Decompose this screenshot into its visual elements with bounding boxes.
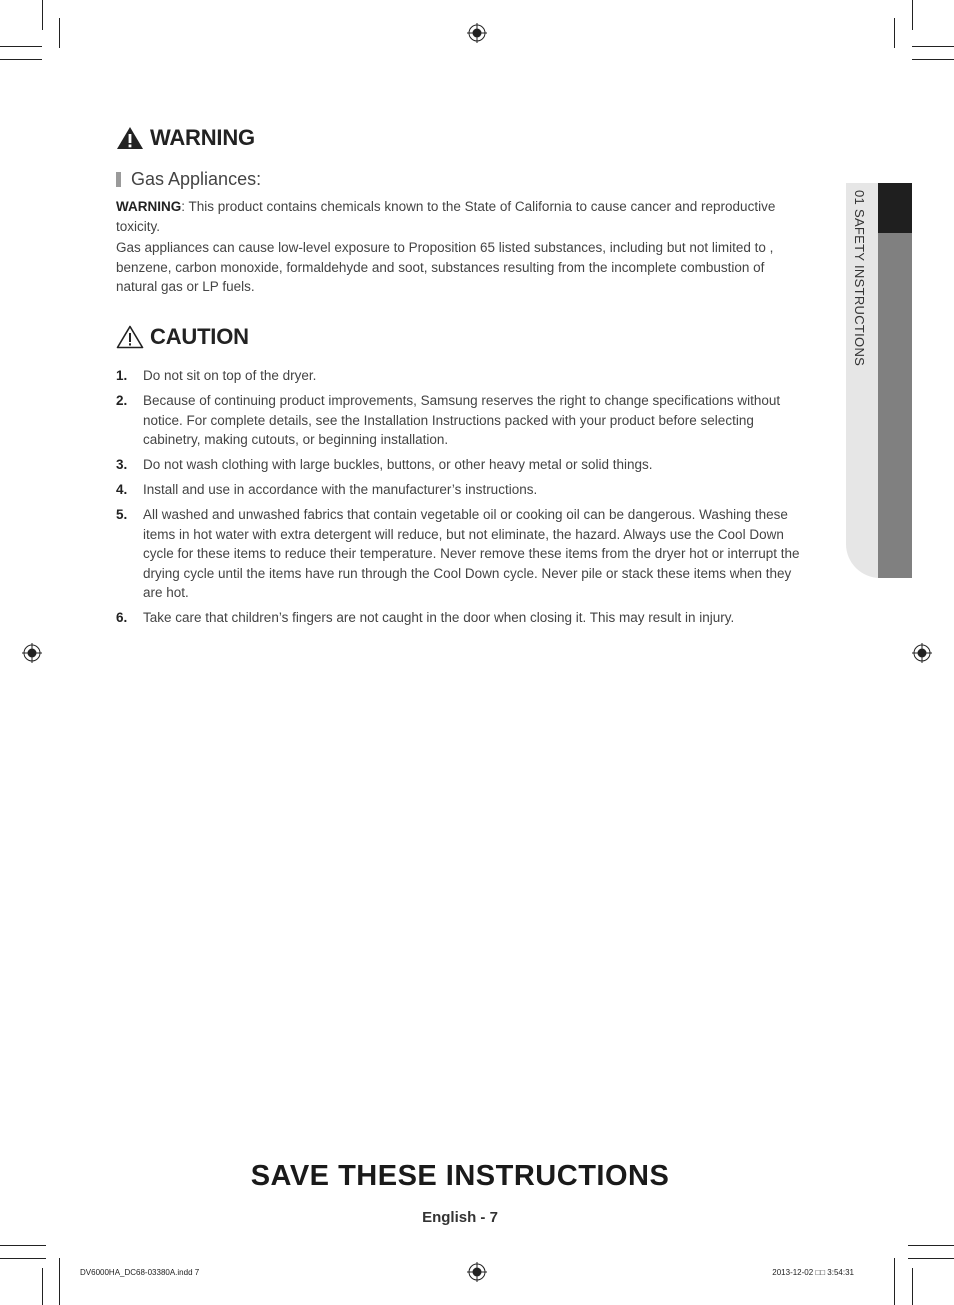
list-item-text: Do not sit on top of the dryer. [143, 368, 317, 383]
caution-title: CAUTION [150, 324, 249, 349]
prop65-warning-paragraph [116, 197, 806, 236]
registration-mark-icon [22, 643, 42, 663]
crop-mark [59, 1258, 60, 1305]
caution-outline-triangle-icon [116, 325, 144, 349]
warning-title: WARNING [150, 125, 255, 150]
warning-text: : This product contains chemicals known to the State of California to cause cancer and reproductive toxicity. [116, 199, 776, 234]
slug-filename: DV6000HA_DC68-03380A.indd 7 [80, 1268, 200, 1277]
crop-mark [912, 1268, 913, 1305]
list-item [116, 391, 806, 450]
crop-mark [0, 59, 42, 60]
list-item-number: 1. [116, 368, 128, 383]
crop-mark [912, 59, 954, 60]
list-item-number: 6. [116, 610, 128, 625]
list-item-number: 3. [116, 457, 128, 472]
caution-heading [116, 324, 249, 350]
list-item [116, 366, 806, 386]
crop-mark [42, 0, 43, 30]
crop-mark [908, 1258, 954, 1259]
crop-mark [0, 1245, 46, 1246]
crop-mark [0, 46, 42, 47]
list-item-text: Install and use in accordance with the manufacturer’s instructions. [143, 482, 538, 497]
registration-mark-icon [467, 23, 487, 43]
list-item [116, 505, 806, 603]
warning-filled-triangle-icon [116, 126, 144, 150]
save-instructions-title: SAVE THESE INSTRUCTIONS [250, 1160, 670, 1192]
slug-timestamp: 2013-12-02 □□ 3:54:31 [772, 1268, 854, 1277]
crop-mark [894, 1258, 895, 1305]
gas-exposure-paragraph: Gas appliances can cause low-level exposure to Proposition 65 listed substances, including but not limited to , benzene, carbon monoxide, formaldehyde and soot, substances resulting from the incomplete combustion of natural gas or LP fuels. [116, 240, 774, 294]
caution-list [116, 366, 806, 633]
crop-mark [59, 18, 60, 48]
crop-mark [894, 18, 895, 48]
list-item-text: Take care that children’s fingers are not caught in the door when closing it. This may result in injury. [143, 610, 735, 625]
list-item-text: Do not wash clothing with large buckles, buttons, or other heavy metal or solid things. [143, 457, 653, 472]
side-tab-marker [878, 183, 912, 233]
subheading-bar [116, 172, 121, 187]
registration-mark-icon [467, 1262, 487, 1282]
crop-mark [912, 46, 954, 47]
list-item [116, 608, 806, 628]
crop-mark [912, 0, 913, 30]
list-item-number: 2. [116, 393, 128, 408]
side-tab-stripe [878, 183, 912, 578]
side-tab-label: 01 SAFETY INSTRUCTIONS [852, 190, 867, 367]
warning-label: WARNING [116, 199, 182, 214]
gas-appliances-subheading [116, 169, 261, 190]
crop-mark [0, 1258, 46, 1259]
list-item-number: 5. [116, 507, 128, 522]
registration-mark-icon [912, 643, 932, 663]
list-item-text: All washed and unwashed fabrics that contain vegetable oil or cooking oil can be dangerous. Washing these items in hot water with extra detergent will reduce, but not eliminate, the hazard. Always use the Cool Down cycle for these items to reduce their temperature. Never remove these items from the dryer hot or interrupt the drying cycle until the items have run through the Cool Down cycle. Never pile or stack these items when they are hot. [143, 507, 800, 600]
list-item-number: 4. [116, 482, 128, 497]
list-item-text: Because of continuing product improvements, Samsung reserves the right to change specifications without notice. For complete details, see the Installation Instructions packed with your product before selecting cabinetry, making cutouts, or beginning installation. [143, 393, 781, 447]
crop-mark [908, 1245, 954, 1246]
crop-mark [42, 1268, 43, 1305]
list-item [116, 455, 806, 475]
subheading-text: Gas Appliances: [131, 169, 262, 189]
page-number: English - 7 [422, 1209, 498, 1226]
warning-heading [116, 125, 255, 151]
list-item [116, 480, 806, 500]
